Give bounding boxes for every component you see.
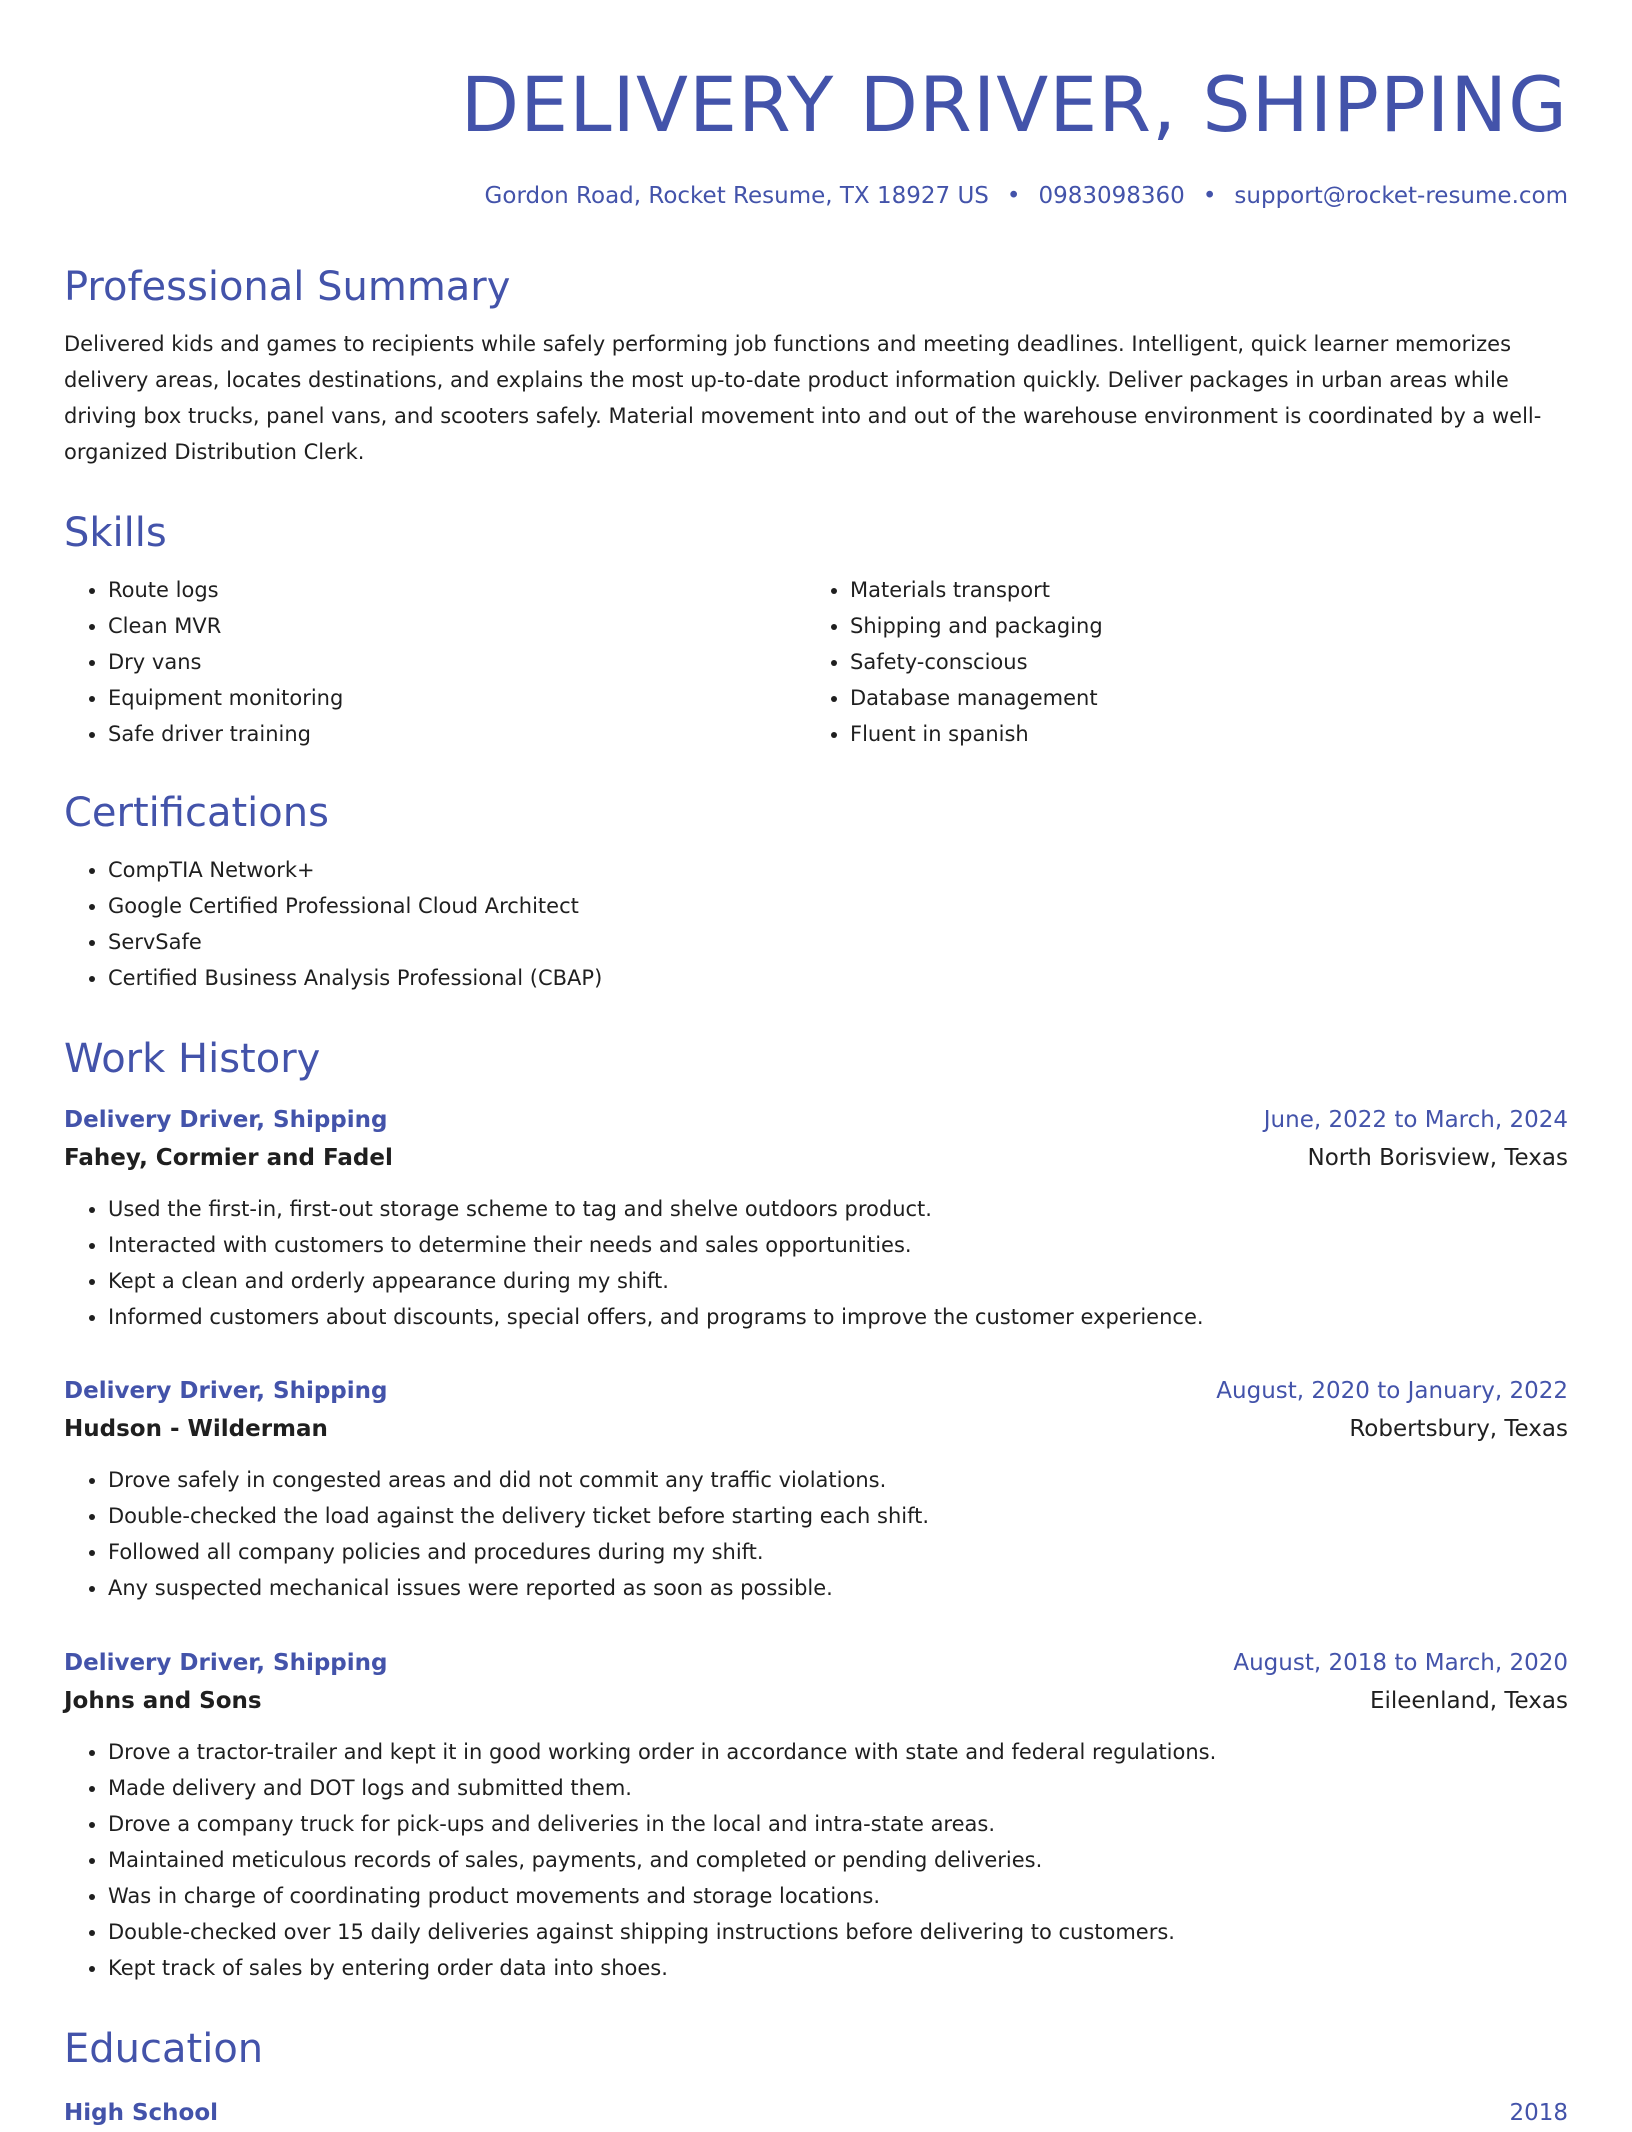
skills-column-right (806, 572, 1548, 752)
job-duty-item: • Made delivery and DOT logs and submitted them. (108, 1770, 1568, 1806)
skill-item: • Route logs (108, 572, 806, 608)
job-company: Hudson - Wilderman (64, 1416, 328, 1442)
skill-item: • Clean MVR (108, 608, 806, 644)
certification-item: • ServSafe (108, 924, 1568, 960)
contact-email: support@rocket-resume.com (1234, 183, 1568, 209)
job-duty-item: • Maintained meticulous records of sales, payments, and completed or pending deliveries. (108, 1842, 1568, 1878)
job-dates: August, 2020 to January, 2022 (1216, 1378, 1568, 1404)
skill-item: • Dry vans (108, 644, 806, 680)
skill-item: • Equipment monitoring (108, 680, 806, 716)
education-row (64, 2094, 1568, 2132)
job-company-row (64, 1410, 1568, 1448)
job-duty-item: • Kept a clean and orderly appearance during my shift. (108, 1263, 1568, 1299)
resume-page (64, 0, 1568, 2126)
contact-line (64, 180, 1568, 212)
certification-item: • Certified Business Analysis Professional (CBAP) (108, 960, 1568, 996)
skill-item: • Database management (850, 680, 1548, 716)
skills-grid (64, 572, 1568, 752)
skill-item: • Safe driver training (108, 716, 806, 752)
contact-address: Gordon Road, Rocket Resume, TX 18927 US (484, 183, 989, 209)
job-duty-item: • Followed all company policies and procedures during my shift. (108, 1534, 1568, 1570)
job-duties (64, 1191, 1568, 1335)
job-title: Delivery Driver, Shipping (64, 1650, 388, 1676)
job-location: Robertsbury, Texas (1349, 1416, 1568, 1442)
skill-item: • Materials transport (850, 572, 1548, 608)
skill-item: • Shipping and packaging (850, 608, 1548, 644)
skills-heading: Skills (64, 510, 167, 556)
job-duties (64, 1734, 1568, 1986)
job-company-row (64, 1139, 1568, 1177)
resume-title: DELIVERY DRIVER, SHIPPING (460, 60, 1568, 149)
job-company: Fahey, Cormier and Fadel (64, 1145, 393, 1171)
skills-section (64, 508, 1568, 752)
certification-item: • CompTIA Network+ (108, 852, 1568, 888)
contact-separator: • (1202, 183, 1217, 209)
certifications-section (64, 788, 1568, 996)
work-history-heading: Work History (64, 1036, 321, 1082)
job-duty-item: • Double-checked over 15 daily deliveries against shipping instructions before delivering to customers. (108, 1914, 1568, 1950)
job-company-row (64, 1682, 1568, 1720)
certifications-list (64, 852, 1568, 996)
job-entry (64, 1101, 1568, 1335)
job-duty-item: • Was in charge of coordinating product movements and storage locations. (108, 1878, 1568, 1914)
job-duty-item: • Drove a tractor-trailer and kept it in good working order in accordance with state and federal regulations. (108, 1734, 1568, 1770)
job-dates: June, 2022 to March, 2024 (1263, 1107, 1568, 1133)
job-duty-item: • Used the first-in, first-out storage scheme to tag and shelve outdoors product. (108, 1191, 1568, 1227)
job-header-row (64, 1101, 1568, 1139)
job-duty-item: • Interacted with customers to determine their needs and sales opportunities. (108, 1227, 1568, 1263)
contact-phone: 0983098360 (1038, 183, 1185, 209)
education-year: 2018 (1509, 2100, 1568, 2126)
job-duty-item: • Drove a company truck for pick-ups and deliveries in the local and intra-state areas. (108, 1806, 1568, 1842)
job-duty-item: • Any suspected mechanical issues were reported as soon as possible. (108, 1570, 1568, 1606)
summary-text: Delivered kids and games to recipients while safely performing job functions and meeting deadlines. Intelligent, quick learner memorizes delivery areas, locates destinations, and explains the most up-to-date product information quickly. Deliver packages in urban areas while driving box trucks, panel vans, and scooters safely. Material movement into and out of the warehouse environment is coordinated by a well-organized Distribution Clerk. (64, 332, 1542, 464)
education-heading: Education (64, 2026, 264, 2072)
summary-heading: Professional Summary (64, 264, 511, 310)
education-section (64, 2024, 1568, 2132)
certification-item: • Google Certified Professional Cloud Architect (108, 888, 1568, 924)
job-title: Delivery Driver, Shipping (64, 1378, 388, 1404)
skill-item: • Safety-conscious (850, 644, 1548, 680)
job-header-row (64, 1644, 1568, 1682)
certifications-heading: Certifications (64, 790, 329, 836)
skills-list-left (64, 572, 806, 752)
job-location: Eileenland, Texas (1369, 1688, 1568, 1714)
job-entry (64, 1372, 1568, 1606)
job-dates: August, 2018 to March, 2020 (1233, 1650, 1568, 1676)
job-company: Johns and Sons (64, 1688, 262, 1714)
job-duty-item: • Double-checked the load against the delivery ticket before starting each shift. (108, 1498, 1568, 1534)
resume-header (64, 0, 1568, 212)
skills-column-left (64, 572, 806, 752)
job-duty-item: • Drove safely in congested areas and did not commit any traffic violations. (108, 1462, 1568, 1498)
summary-section (64, 262, 1568, 470)
job-location: North Borisview, Texas (1307, 1145, 1568, 1171)
job-duty-item: • Kept track of sales by entering order data into shoes. (108, 1950, 1568, 1986)
job-duties (64, 1462, 1568, 1606)
job-title: Delivery Driver, Shipping (64, 1107, 388, 1133)
job-entry (64, 1644, 1568, 1986)
contact-separator: • (1006, 183, 1021, 209)
skills-list-right (806, 572, 1548, 752)
education-school: High School (64, 2100, 219, 2126)
work-history-section (64, 1034, 1568, 1980)
job-header-row (64, 1372, 1568, 1410)
job-duty-item: • Informed customers about discounts, special offers, and programs to improve the customer experience. (108, 1299, 1568, 1335)
skill-item: • Fluent in spanish (850, 716, 1548, 752)
